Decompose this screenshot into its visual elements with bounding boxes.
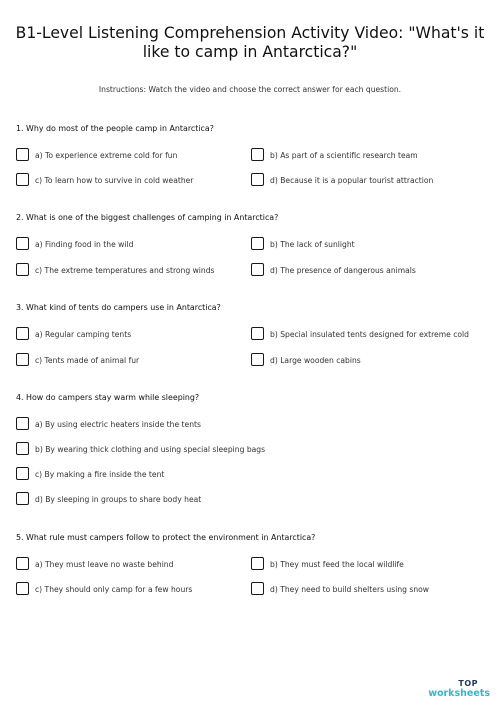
option-label: c) Tents made of animal fur <box>35 356 140 365</box>
question-4: 4. How do campers stay warm while sleeping? <box>16 393 200 402</box>
q2-option-d[interactable] <box>251 266 416 276</box>
q5-option-a[interactable] <box>16 560 173 570</box>
checkbox[interactable] <box>16 353 29 366</box>
option-label: c) The extreme temperatures and strong winds <box>35 266 215 275</box>
checkbox[interactable] <box>16 467 29 480</box>
option-label: d) Because it is a popular tourist attraction <box>270 176 434 185</box>
option-label: d) Large wooden cabins <box>270 356 361 365</box>
topworksheets-logo <box>428 679 490 699</box>
q5-option-d[interactable] <box>251 585 429 595</box>
checkbox[interactable] <box>251 557 264 570</box>
option-label: c) They should only camp for a few hours <box>35 585 193 594</box>
option-label: a) Regular camping tents <box>35 330 132 339</box>
option-label: a) To experience extreme cold for fun <box>35 151 178 160</box>
question-2: 2. What is one of the biggest challenges of camping in Antarctica? <box>16 213 279 222</box>
q2-option-b[interactable] <box>251 240 355 250</box>
logo-bottom-text: worksheets <box>428 688 490 699</box>
checkbox[interactable] <box>251 582 264 595</box>
instructions: Instructions: Watch the video and choose the correct answer for each question. <box>98 85 402 94</box>
checkbox[interactable] <box>16 582 29 595</box>
checkbox[interactable] <box>16 173 29 186</box>
logo-top-text: TOP <box>458 679 478 688</box>
q1-option-c[interactable] <box>16 176 193 186</box>
option-label: d) By sleeping in groups to share body heat <box>35 495 202 504</box>
checkbox[interactable] <box>16 237 29 250</box>
option-label: b) Special insulated tents designed for extreme cold <box>270 330 469 339</box>
checkbox[interactable] <box>251 263 264 276</box>
checkbox[interactable] <box>16 557 29 570</box>
q4-option-c[interactable] <box>16 470 164 480</box>
q1-option-d[interactable] <box>251 176 433 186</box>
title-line-1: B1-Level Listening Comprehension Activity Video: "What's it <box>15 24 485 42</box>
question-3: 3. What kind of tents do campers use in Antarctica? <box>16 303 221 312</box>
checkbox[interactable] <box>16 263 29 276</box>
q2-option-a[interactable] <box>16 240 133 250</box>
q3-option-b[interactable] <box>251 330 490 340</box>
checkbox[interactable] <box>251 148 264 161</box>
option-label: a) They must leave no waste behind <box>35 560 174 569</box>
q1-option-b[interactable] <box>251 151 418 161</box>
q4-option-d[interactable] <box>16 495 201 505</box>
q3-option-c[interactable] <box>16 356 139 366</box>
checkbox[interactable] <box>16 148 29 161</box>
option-label: c) To learn how to survive in cold weather <box>35 176 194 185</box>
checkbox[interactable] <box>251 237 264 250</box>
q4-option-b[interactable] <box>16 445 265 455</box>
worksheet-title <box>0 24 500 62</box>
checkbox[interactable] <box>16 417 29 430</box>
option-label: a) By using electric heaters inside the tents <box>35 420 201 429</box>
option-label: b) As part of a scientific research team <box>270 151 418 160</box>
q5-option-b[interactable] <box>251 560 404 570</box>
q3-option-d[interactable] <box>251 356 361 366</box>
option-label: b) The lack of sunlight <box>270 240 355 249</box>
checkbox[interactable] <box>251 353 264 366</box>
option-label: c) By making a fire inside the tent <box>35 470 165 479</box>
q3-option-a[interactable] <box>16 330 131 340</box>
option-label: b) By wearing thick clothing and using special sleeping bags <box>35 445 266 454</box>
q5-option-c[interactable] <box>16 585 192 595</box>
title-line-2: like to camp in Antarctica?" <box>142 43 358 61</box>
checkbox[interactable] <box>251 327 264 340</box>
option-label: b) They must feed the local wildlife <box>270 560 404 569</box>
checkbox[interactable] <box>16 492 29 505</box>
option-label: d) They need to build shelters using snow <box>270 585 429 594</box>
option-label: d) The presence of dangerous animals <box>270 266 416 275</box>
checkbox[interactable] <box>251 173 264 186</box>
option-label: a) Finding food in the wild <box>35 240 134 249</box>
q1-option-a[interactable] <box>16 151 177 161</box>
checkbox[interactable] <box>16 442 29 455</box>
question-5: 5. What rule must campers follow to protect the environment in Antarctica? <box>16 533 316 542</box>
q2-option-c[interactable] <box>16 266 215 276</box>
question-1: 1. Why do most of the people camp in Antarctica? <box>16 124 214 133</box>
q4-option-a[interactable] <box>16 420 201 430</box>
checkbox[interactable] <box>16 327 29 340</box>
